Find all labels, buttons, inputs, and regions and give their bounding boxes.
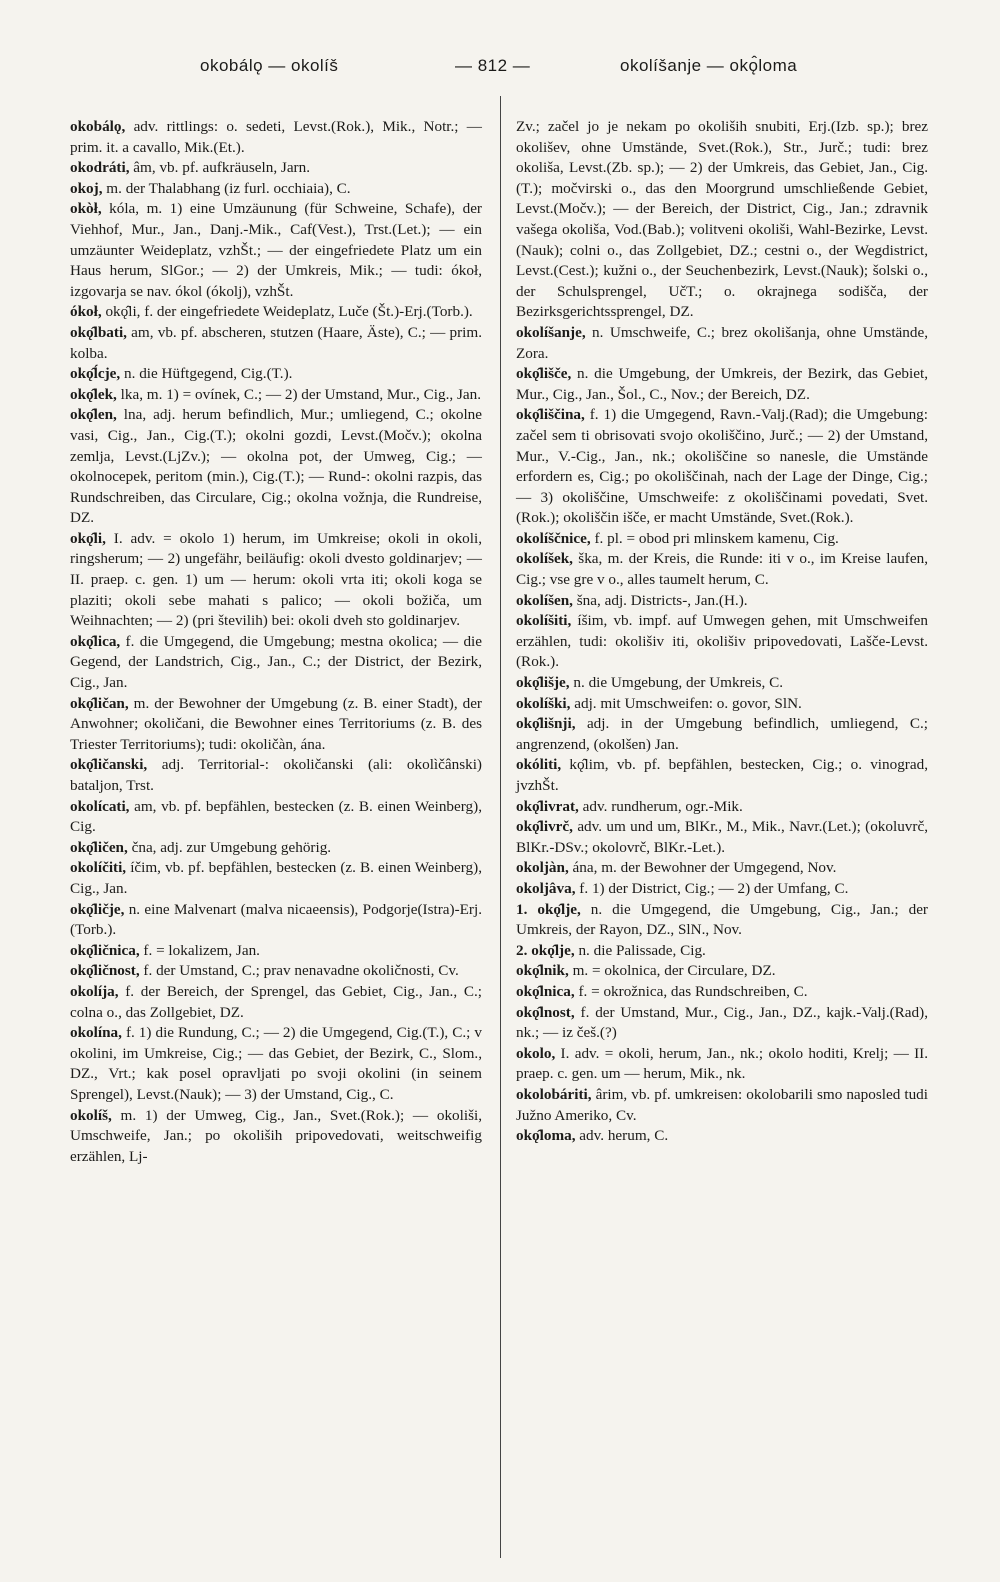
- entry-headword: okolobáriti,: [516, 1085, 592, 1103]
- entry-definition: kǫ̂lim, vb. pf. bepfählen, bestecken, Cig.; o. vinograd, jvzhŠt.: [516, 756, 928, 794]
- entry-headword: ókoł,: [70, 303, 102, 321]
- dictionary-entry: [516, 1044, 928, 1085]
- entry-definition: šna, adj. Districts-, Jan.(H.).: [572, 591, 748, 609]
- entry-headword: okolíšen,: [516, 591, 573, 609]
- dictionary-entry: [516, 900, 928, 941]
- entry-headword: okǫ̂lek,: [70, 385, 117, 403]
- entry-definition: Zv.; začel jo je nekam po okoliših snubiti, Erj.(Izb. sp.); brez okolišev, ohne Umstände, Svet.(Rok.), Str., Jurč.; tudi: brez okoliša, Levst.(Zb. sp.); — 2) der Umkreis, das Gebiet, Jan., Cig.(T.); močvirski o., das den Moorgrund umschließende Gebiet, Levst.(Močv.); — der Bereich, der District, Cig., Jan.; zdravnik vašega okoliša, Vod.(Bab.); volitveni okoliši, Wahl-Bezirke, Levst.(Nauk); colni o., das Zollgebiet, DZ.; cestni o., der Wegdistrict, Levst.(Cest.); kužni o., der Seuchenbezirk, Levst.(Nauk); šolski o., der Schulsprengel, UčT.; o. okrajnega sodišča, der Bezirksgerichtssprengel, DZ.: [516, 118, 928, 321]
- entry-headword: okǫ̂lica,: [70, 632, 121, 650]
- dictionary-entry: [516, 611, 928, 673]
- entry-headword: okǫ̂lišče,: [516, 365, 572, 383]
- entry-definition: adv. um und um, BlKr., M., Mik., Navr.(Let.); (okoluvrč, BlKr.-DSv.; okolovrč, BlKr.-Let.).: [516, 818, 928, 856]
- entry-definition: f. 1) der District, Cig.; — 2) der Umfang, C.: [575, 879, 849, 897]
- dictionary-entry: [70, 405, 482, 529]
- entry-headword: okǫ̂ličje,: [70, 900, 125, 918]
- entry-headword: okǫ̂livrč,: [516, 818, 573, 836]
- entry-headword: okóliti,: [516, 756, 562, 774]
- entry-definition: n. die Umgebung, der Umkreis, C.: [569, 674, 784, 692]
- entry-headword: okǫ̂ličan,: [70, 694, 129, 712]
- dictionary-entry: [516, 323, 928, 364]
- dictionary-entry: [516, 961, 928, 982]
- entry-headword: okolíščnice,: [516, 529, 591, 547]
- dictionary-entry: [70, 364, 482, 385]
- page-header: [0, 54, 1000, 84]
- entry-headword: okǫ̂lišnji,: [516, 715, 576, 733]
- entry-definition: okǫ̂li, f. der eingefriedete Weideplatz, Luče (Št.)-Erj.(Torb.).: [101, 303, 473, 321]
- entry-definition: íšim, vb. impf. auf Umwegen gehen, mit Umschweifen erzählen, tudi: okolišiv iti, okolišiv pripovedovati, Lašče-Levst.(Rok.).: [516, 612, 928, 671]
- dictionary-entry: [70, 694, 482, 756]
- entry-headword: okolo,: [516, 1044, 556, 1062]
- entry-definition: adj. mit Umschweifen: o. govor, SlN.: [570, 694, 802, 712]
- dictionary-entry: [70, 982, 482, 1023]
- dictionary-entry: [516, 714, 928, 755]
- entry-headword: okolíšek,: [516, 550, 573, 568]
- dictionary-entry: [516, 549, 928, 590]
- dictionary-entry: [70, 158, 482, 179]
- dictionary-entry: [70, 797, 482, 838]
- entry-headword: okolíja,: [70, 982, 119, 1000]
- entry-headword: 2. okǫ̂lje,: [516, 941, 575, 959]
- entry-definition: am, vb. pf. abscheren, stutzen (Haare, Äste), C.; — prim. kolba.: [70, 323, 482, 362]
- entry-headword: okǫ̂lnost,: [516, 1003, 575, 1021]
- page-number: — 812 —: [455, 56, 531, 75]
- entry-definition: m. 1) der Umweg, Cig., Jan., Svet.(Rok.); — okoliši, Umschweife, Jan.; po okoliših pripovedovati, weitschweifig erzählen, Lj-: [70, 1106, 482, 1165]
- dictionary-entry: [516, 591, 928, 612]
- entry-headword: okoj,: [70, 179, 103, 197]
- entry-definition: m. der Bewohner der Umgebung (z. B. einer Stadt), der Anwohner; okoličani, die Bewohner eines Territoriums (z. B. des Triester Territoriums); tudi: okoličàn, ána.: [70, 694, 482, 753]
- entry-definition: f. der Umstand, C.; prav nenavadne okoličnosti, Cv.: [139, 962, 459, 980]
- entry-headword: okǫ̂ĺcje,: [70, 365, 121, 383]
- entry-definition: íčim, vb. pf. bepfählen, bestecken (z. B. einen Weinberg), Cig., Jan.: [70, 859, 482, 897]
- entry-definition: n. eine Malvenart (malva nicaeensis), Podgorje(Istra)-Erj.(Torb.).: [70, 900, 482, 939]
- entry-definition: m. = okolnica, der Circulare, DZ.: [568, 962, 776, 980]
- entry-definition: adv. rundherum, ogr.-Mik.: [578, 797, 743, 815]
- entry-definition: f. pl. = obod pri mlinskem kamenu, Cig.: [590, 529, 839, 547]
- dictionary-entry: [70, 529, 482, 632]
- dictionary-entry: [70, 323, 482, 364]
- dictionary-entry: [516, 1003, 928, 1044]
- entry-definition: n. die Palissade, Cig.: [574, 941, 706, 959]
- entry-definition: f. 1) die Rundung, C.; — 2) die Umgegend, Cig.(T.), C.; v okolini, im Umkreise, Cig.; — das Gebiet, der Bezirk, C., Slom., DZ., Vrt.; kak posel opravljati po svoji okolini (in seinem Sprengel), Levst.(Nauk); — 3) der Umstand, Cig., C.: [70, 1024, 482, 1103]
- entry-headword: okobálǫ,: [70, 118, 126, 135]
- entry-definition: adj. Territorial-: okoličanski (ali: okolìčânski) bataljon, Trst.: [70, 756, 482, 794]
- entry-definition: čna, adj. zur Umgebung gehörig.: [127, 838, 332, 856]
- dictionary-entry: [70, 117, 482, 158]
- dictionary-entry: [516, 1085, 928, 1126]
- dictionary-entry: [516, 117, 928, 323]
- entry-headword: okǫ̂livrat,: [516, 797, 579, 815]
- entry-headword: okolíški,: [516, 694, 571, 712]
- dictionary-entry: [70, 632, 482, 694]
- dictionary-entry: [516, 755, 928, 796]
- entry-definition: adj. in der Umgebung befindlich, umliegend, C.; angrenzend, (okolšen) Jan.: [516, 715, 928, 753]
- entry-headword: okǫ̂len,: [70, 406, 117, 424]
- dictionary-entry: [70, 179, 482, 200]
- entry-definition: ârim, vb. pf. umkreisen: okolobarili smo naposled tudi Južno Ameriko, Cv.: [516, 1085, 928, 1124]
- entry-definition: am, vb. pf. bepfählen, bestecken (z. B. einen Weinberg), Cig.: [70, 797, 482, 836]
- entry-definition: f. = okrožnica, das Rundschreiben, C.: [574, 982, 808, 1000]
- dictionary-entry: [516, 879, 928, 900]
- dictionary-entry: [516, 941, 928, 962]
- dictionary-entry: [516, 858, 928, 879]
- dictionary-entry: [70, 961, 482, 982]
- left-column: [70, 117, 482, 1167]
- entry-headword: 1. okǫ̂lje,: [516, 900, 581, 918]
- entry-headword: okǫ̂ličanski,: [70, 756, 148, 774]
- dictionary-entry: [70, 302, 482, 323]
- entry-headword: okodráti,: [70, 159, 130, 177]
- entry-definition: adv. herum, C.: [575, 1127, 669, 1145]
- entry-headword: okǫ̂liščina,: [516, 406, 585, 424]
- entry-definition: f. der Umstand, Mur., Cig., Jan., DZ., kajk.-Valj.(Rad), nk.; — iz češ.(?): [516, 1003, 928, 1042]
- entry-definition: f. der Bereich, der Sprengel, das Gebiet, Cig., Jan., C.; colna o., das Zollgebiet, DZ.: [70, 982, 482, 1021]
- dictionary-entry: [70, 199, 482, 302]
- entry-headword: okolíšanje,: [516, 323, 586, 341]
- entry-headword: okǫ̂lbati,: [70, 323, 127, 341]
- dictionary-entry: [516, 817, 928, 858]
- entry-definition: m. der Thalabhang (iz furl. occhiaia), C.: [102, 179, 351, 197]
- dictionary-entry: [516, 364, 928, 405]
- entry-definition: kóla, m. 1) eine Umzäunung (für Schweine, Schafe), der Viehhof, Mur., Jan., Danj.-Mik., Caf(Vest.), Trst.(Let.); — ein umzäunter Weideplatz, vzhŠt.; — der eingefriedete Platz um ein Haus herum, SlGor.; — 2) der Umkreis, Mik.; — tudi: ókoł, izgovarja se nav. ókol (ókolj), vzhŠt.: [70, 200, 482, 300]
- dictionary-entry: [516, 1126, 928, 1147]
- entry-headword: okǫ̂li,: [70, 529, 106, 547]
- dictionary-entry: [516, 529, 928, 550]
- dictionary-entry: [70, 1106, 482, 1168]
- entry-headword: okǫ̂lišje,: [516, 674, 570, 692]
- entry-definition: lka, m. 1) = ovínek, C.; — 2) der Umstand, Mur., Cig., Jan.: [116, 385, 482, 403]
- dictionary-entry: [516, 797, 928, 818]
- entry-definition: I. adv. = okoli, herum, Jan., nk.; okolo hoditi, Krelj; — II. praep. c. gen. um — herum, Mik., nk.: [516, 1044, 928, 1083]
- dictionary-entry: [516, 694, 928, 715]
- entry-headword: okolíš,: [70, 1106, 112, 1124]
- entry-headword: okǫ̂ličen,: [70, 838, 128, 856]
- dictionary-entry: [70, 755, 482, 796]
- header-left-guideword: okobálǫ — okolíš: [200, 56, 339, 75]
- dictionary-entry: [70, 1023, 482, 1105]
- dictionary-entry: [516, 673, 928, 694]
- header-right-guideword: okolíšanje — okǫ̂loma: [620, 56, 798, 75]
- entry-definition: n. die Hüftgegend, Cig.(T.).: [120, 365, 293, 383]
- dictionary-entry: [516, 405, 928, 529]
- right-column: [516, 117, 928, 1147]
- dictionary-entry: [70, 858, 482, 899]
- dictionary-entry: [70, 838, 482, 859]
- dictionary-entry: [516, 982, 928, 1003]
- entry-definition: lna, adj. herum befindlich, Mur.; umliegend, C.; okolne vasi, Cig., Jan., Cig.(T.); okolni gozdi, Levst.(Močv.); okolna zemlja, Levst.(LjZv.); — okolna pot, der Umweg, Cig.; — okolnocepek, peritom (min.), Cig.(T.); — Rund-: okolni razpis, das Rundschreiben, das Circulare, Cig.; okolna vožnja, die Rundreise, DZ.: [70, 406, 482, 527]
- entry-headword: okolíčiti,: [70, 859, 127, 877]
- entry-definition: ána, m. der Bewohner der Umgegend, Nov.: [568, 859, 837, 877]
- entry-headword: okǫ̂ličnica,: [70, 941, 140, 959]
- entry-headword: okǫ̂ličnost,: [70, 962, 140, 980]
- entry-headword: okolícati,: [70, 797, 130, 815]
- entry-headword: okǫ̂loma,: [516, 1127, 576, 1145]
- dictionary-entry: [70, 941, 482, 962]
- entry-definition: n. Umschweife, C.; brez okolišanja, ohne Umstände, Zora.: [516, 323, 928, 362]
- entry-headword: okǫ̂lnica,: [516, 982, 575, 1000]
- entry-definition: ška, m. der Kreis, die Runde: iti v o., im Kreise laufen, Cig.; vse gre v o., alles taumelt herum, C.: [516, 550, 928, 589]
- entry-definition: n. die Umgegend, die Umgebung, Cig., Jan.; der Umkreis, der Rayon, DZ., SlN., Nov.: [516, 900, 928, 939]
- entry-headword: okoljâva,: [516, 879, 576, 897]
- column-divider: [500, 96, 501, 1558]
- entry-headword: okolína,: [70, 1024, 122, 1042]
- entry-definition: f. 1) die Umgegend, Ravn.-Valj.(Rad); die Umgebung: začel sem ti obrisovati svojo okoliščino, Jurč.; — 2) der Umstand, Mur., V.-Cig., Jan., nk.; okoliščine so nanesle, die Umstände erfordern es, Cig.; po okoliščinah, nach der Lage der Dinge, Cig.; — 3) okoliščine, Umschweife: z okoliščinami povedati, Svet.(Rok.); okoliščin išče, er macht Umstände, Svet.(Rok.).: [516, 406, 928, 527]
- entry-headword: okǫ̂lnik,: [516, 962, 569, 980]
- entry-headword: okoljàn,: [516, 859, 569, 877]
- entry-definition: âm, vb. pf. aufkräuseln, Jarn.: [129, 159, 311, 177]
- entry-headword: okolíšiti,: [516, 612, 572, 630]
- entry-definition: f. = lokalizem, Jan.: [139, 941, 260, 959]
- entry-definition: I. adv. = okolo 1) herum, im Umkreise; okoli in okoli, ringsherum; — 2) ungefähr, beiläufig: okoli dvesto goldinarjev; — II. praep. c. gen. 1) um — herum: okoli vrta iti; okoli koga se plaziti; okoli sebe mahati s palico; — okoli božiča, um Weihnachten; — 2) (pri številih) bei: okoli dveh sto goldinarjev.: [70, 529, 482, 630]
- entry-definition: adv. rittlings: o. sedeti, Levst.(Rok.), Mik., Notr.; — prim. it. a cavallo, Mik.(Et.).: [70, 118, 482, 156]
- dictionary-entry: [70, 385, 482, 406]
- entry-definition: n. die Umgebung, der Umkreis, der Bezirk, das Gebiet, Mur., Cig., Jan., Šol., C., Nov.; der Bereich, DZ.: [516, 365, 928, 403]
- entry-headword: okòł,: [70, 200, 102, 218]
- dictionary-entry: [70, 900, 482, 941]
- entry-definition: f. die Umgegend, die Umgebung; mestna okolica; — die Gegend, der Landstrich, Cig., Jan., C.; der District, der Bezirk, Cig., Jan.: [70, 632, 482, 692]
